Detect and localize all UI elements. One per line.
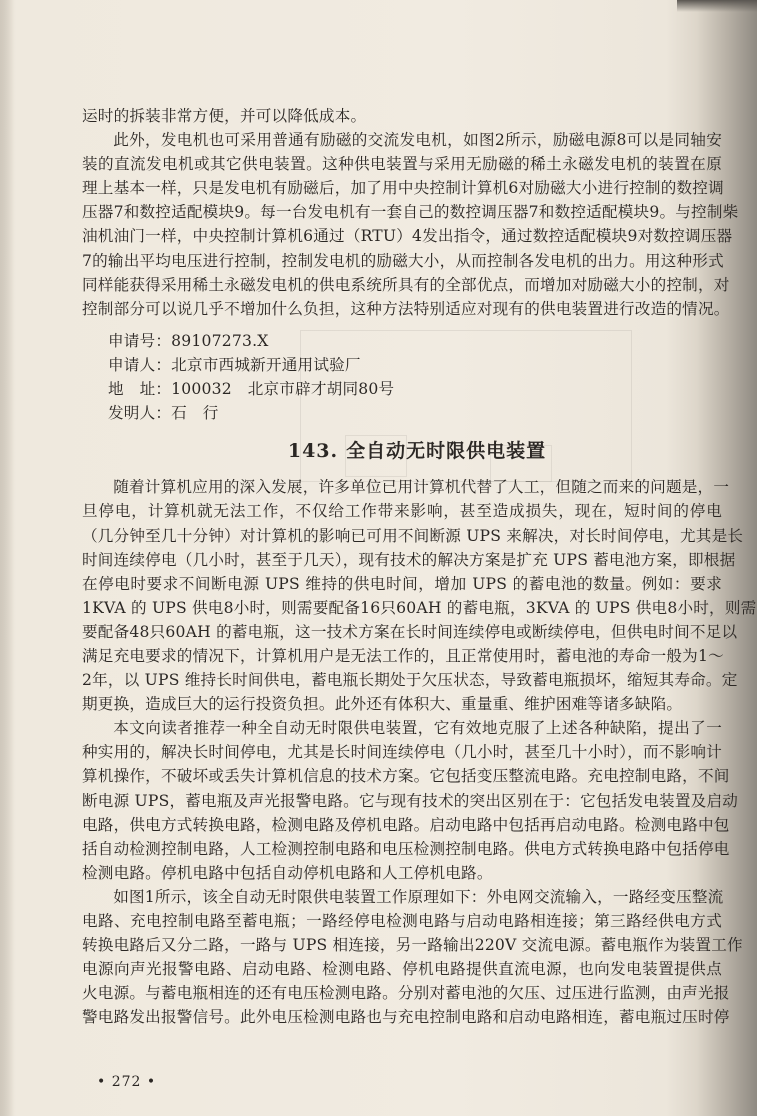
binding-shadow [677, 0, 757, 12]
text-line: 如图1所示，该全自动无时限供电装置工作原理如下：外电网交流输入，一路经变压整流 [113, 887, 724, 906]
text-line: 油机油门一样，中央控制计算机6通过（RTU）4发出指令，通过数控适配模块9对数控调压器 [82, 227, 733, 246]
text-line: 电路，供电方式转换电路，检测电路及停机电路。启动电路中包括再启动电路。检测电路中包 [82, 815, 730, 834]
section-number: 143. [287, 440, 339, 463]
paragraph [82, 475, 757, 716]
text-line: 电路、充电控制电路至蓄电瓶；一路经停电检测电路与启动电路相连接；第三路经供电方式 [82, 912, 722, 930]
text-line: 此外，发电机也可采用普通有励磁的交流发电机，如图2所示，励磁电源8可以是同轴安 [113, 131, 722, 150]
page-left-edge [0, 0, 14, 1116]
address: 地 址：100032 北京市辟才胡同80号 [108, 380, 395, 399]
text-line: 控制部分可以说几乎不增加什么负担，这种方法特别适应对现有的供电装置进行改造的情况。 [82, 299, 730, 318]
text-line: 括自动检测控制电路，人工检测控制电路和电压检测控制电路。供电方式转换电路中包括停电 [82, 839, 730, 858]
text-line: 2年，以 UPS 维持长时间供电，蓄电瓶长期处于欠压状态，导致蓄电瓶损坏，缩短其寿命。定 [82, 671, 738, 690]
text-line: 随着计算机应用的深入发展，许多单位已用计算机代替了人工，但随之而来的问题是，一 [113, 478, 730, 497]
text-line: 要配备48只60AH 的蓄电瓶，这一技术方案在长时间连续停电或断续停电，但供电时间不足以 [82, 622, 738, 641]
text-line: 电源向声光报警电路、启动电路、检测电路、停机电路提供直流电源，也向发电装置提供点 [82, 960, 722, 979]
paragraph [82, 716, 739, 885]
text-line: 7的输出平均电压进行控制，控制发电机的励磁大小，从而控制各发电机的出力。用这种形式 [82, 251, 724, 270]
paragraph [82, 128, 739, 321]
text-line: 1KVA 的 UPS 供电8小时，则需要配备16只60AH 的蓄电瓶，3KVA 的 UPS 供电8小时，则需 [82, 598, 757, 617]
text-line: 转换电路后又分二路，一路与 UPS 相连接，另一路输出220V 交流电源。蓄电瓶作为装置工作 [82, 936, 743, 955]
text-line: 同样能获得采用稀土永磁发电机的供电系统所具有的全部优点，而增加对励磁大小的控制，对 [82, 275, 730, 294]
application-number: 申请号：89107273.X [108, 331, 269, 350]
text-line: 火电源。与蓄电瓶相连的还有电压检测电路。分别对蓄电池的欠压、过压进行监测，由声光报 [82, 984, 730, 1003]
inventor: 发明人：石 行 [108, 404, 219, 423]
paragraph [82, 104, 722, 128]
text-line: 理上基本一样，只是发电机有励磁后，加了用中央控制计算机6对励磁大小进行控制的数控调 [82, 179, 724, 198]
text-line: 满足充电要求的情况下，计算机用户是无法工作的，且正常使用时，蓄电池的寿命一般为1～ [82, 646, 724, 665]
paragraph [82, 885, 743, 1030]
text-line: 警电路发出报警信号。此外电压检测电路也与充电控制电路和启动电路相连，蓄电瓶过压时停 [82, 1008, 730, 1027]
text-line: 运时的拆装非常方便，并可以降低成本。 [82, 107, 367, 125]
section-title: 全自动无时限供电装置 [346, 440, 547, 463]
text-line: 断电源 UPS，蓄电瓶及声光报警电路。它与现有技术的突出区别在于：它包括发电装置及启动 [82, 791, 739, 810]
section-heading [82, 439, 722, 463]
page-body [82, 104, 757, 1029]
text-line: 旦停电，计算机就无法工作，不仅给工作带来影响，甚至造成损失，现在，短时间的停电 [82, 502, 722, 521]
text-line: 检测电路。停机电路中包括自动停机电路和人工停机电路。 [82, 863, 493, 882]
text-line: （几分钟至几十分钟）对计算机的影响已可用不间断源 UPS 来解决，对长时间停电，尤其是长 [82, 526, 744, 545]
text-line: 压器7和数控适配模块9。每一台发电机有一套自己的数控调压器7和数控适配模块9。与控制柴 [82, 203, 739, 222]
text-line: 种实用的，解决长时间停电，尤其是长时间连续停电（几小时，甚至几十小时），而不影响计 [82, 743, 722, 762]
page-number: • 272 • [97, 1074, 157, 1090]
text-line: 在停电时要求不间断电源 UPS 维持的供电时间，增加 UPS 的蓄电池的数量。例如：要求 [82, 574, 722, 593]
text-line: 期更换，造成巨大的运行投资负担。此外还有体积大、重量重、维护困难等诸多缺陷。 [82, 695, 683, 714]
text-line: 本文向读者推荐一种全自动无时限供电装置，它有效地克服了上述各种缺陷，提出了一 [113, 719, 722, 738]
text-line: 算机操作，不破坏或丢失计算机信息的技术方案。它包括变压整流电路。充电控制电路，不间 [82, 767, 730, 786]
text-line: 装的直流发电机或其它供电装置。这种供电装置与采用无励磁的稀土永磁发电机的装置在原 [82, 155, 722, 174]
patent-metadata [82, 329, 722, 425]
text-line: 时间连续停电（几小时，甚至于几天），现有技术的解决方案是扩充 UPS 蓄电池方案，即根据 [82, 550, 736, 569]
applicant: 申请人：北京市西城新开通用试验厂 [108, 355, 361, 374]
